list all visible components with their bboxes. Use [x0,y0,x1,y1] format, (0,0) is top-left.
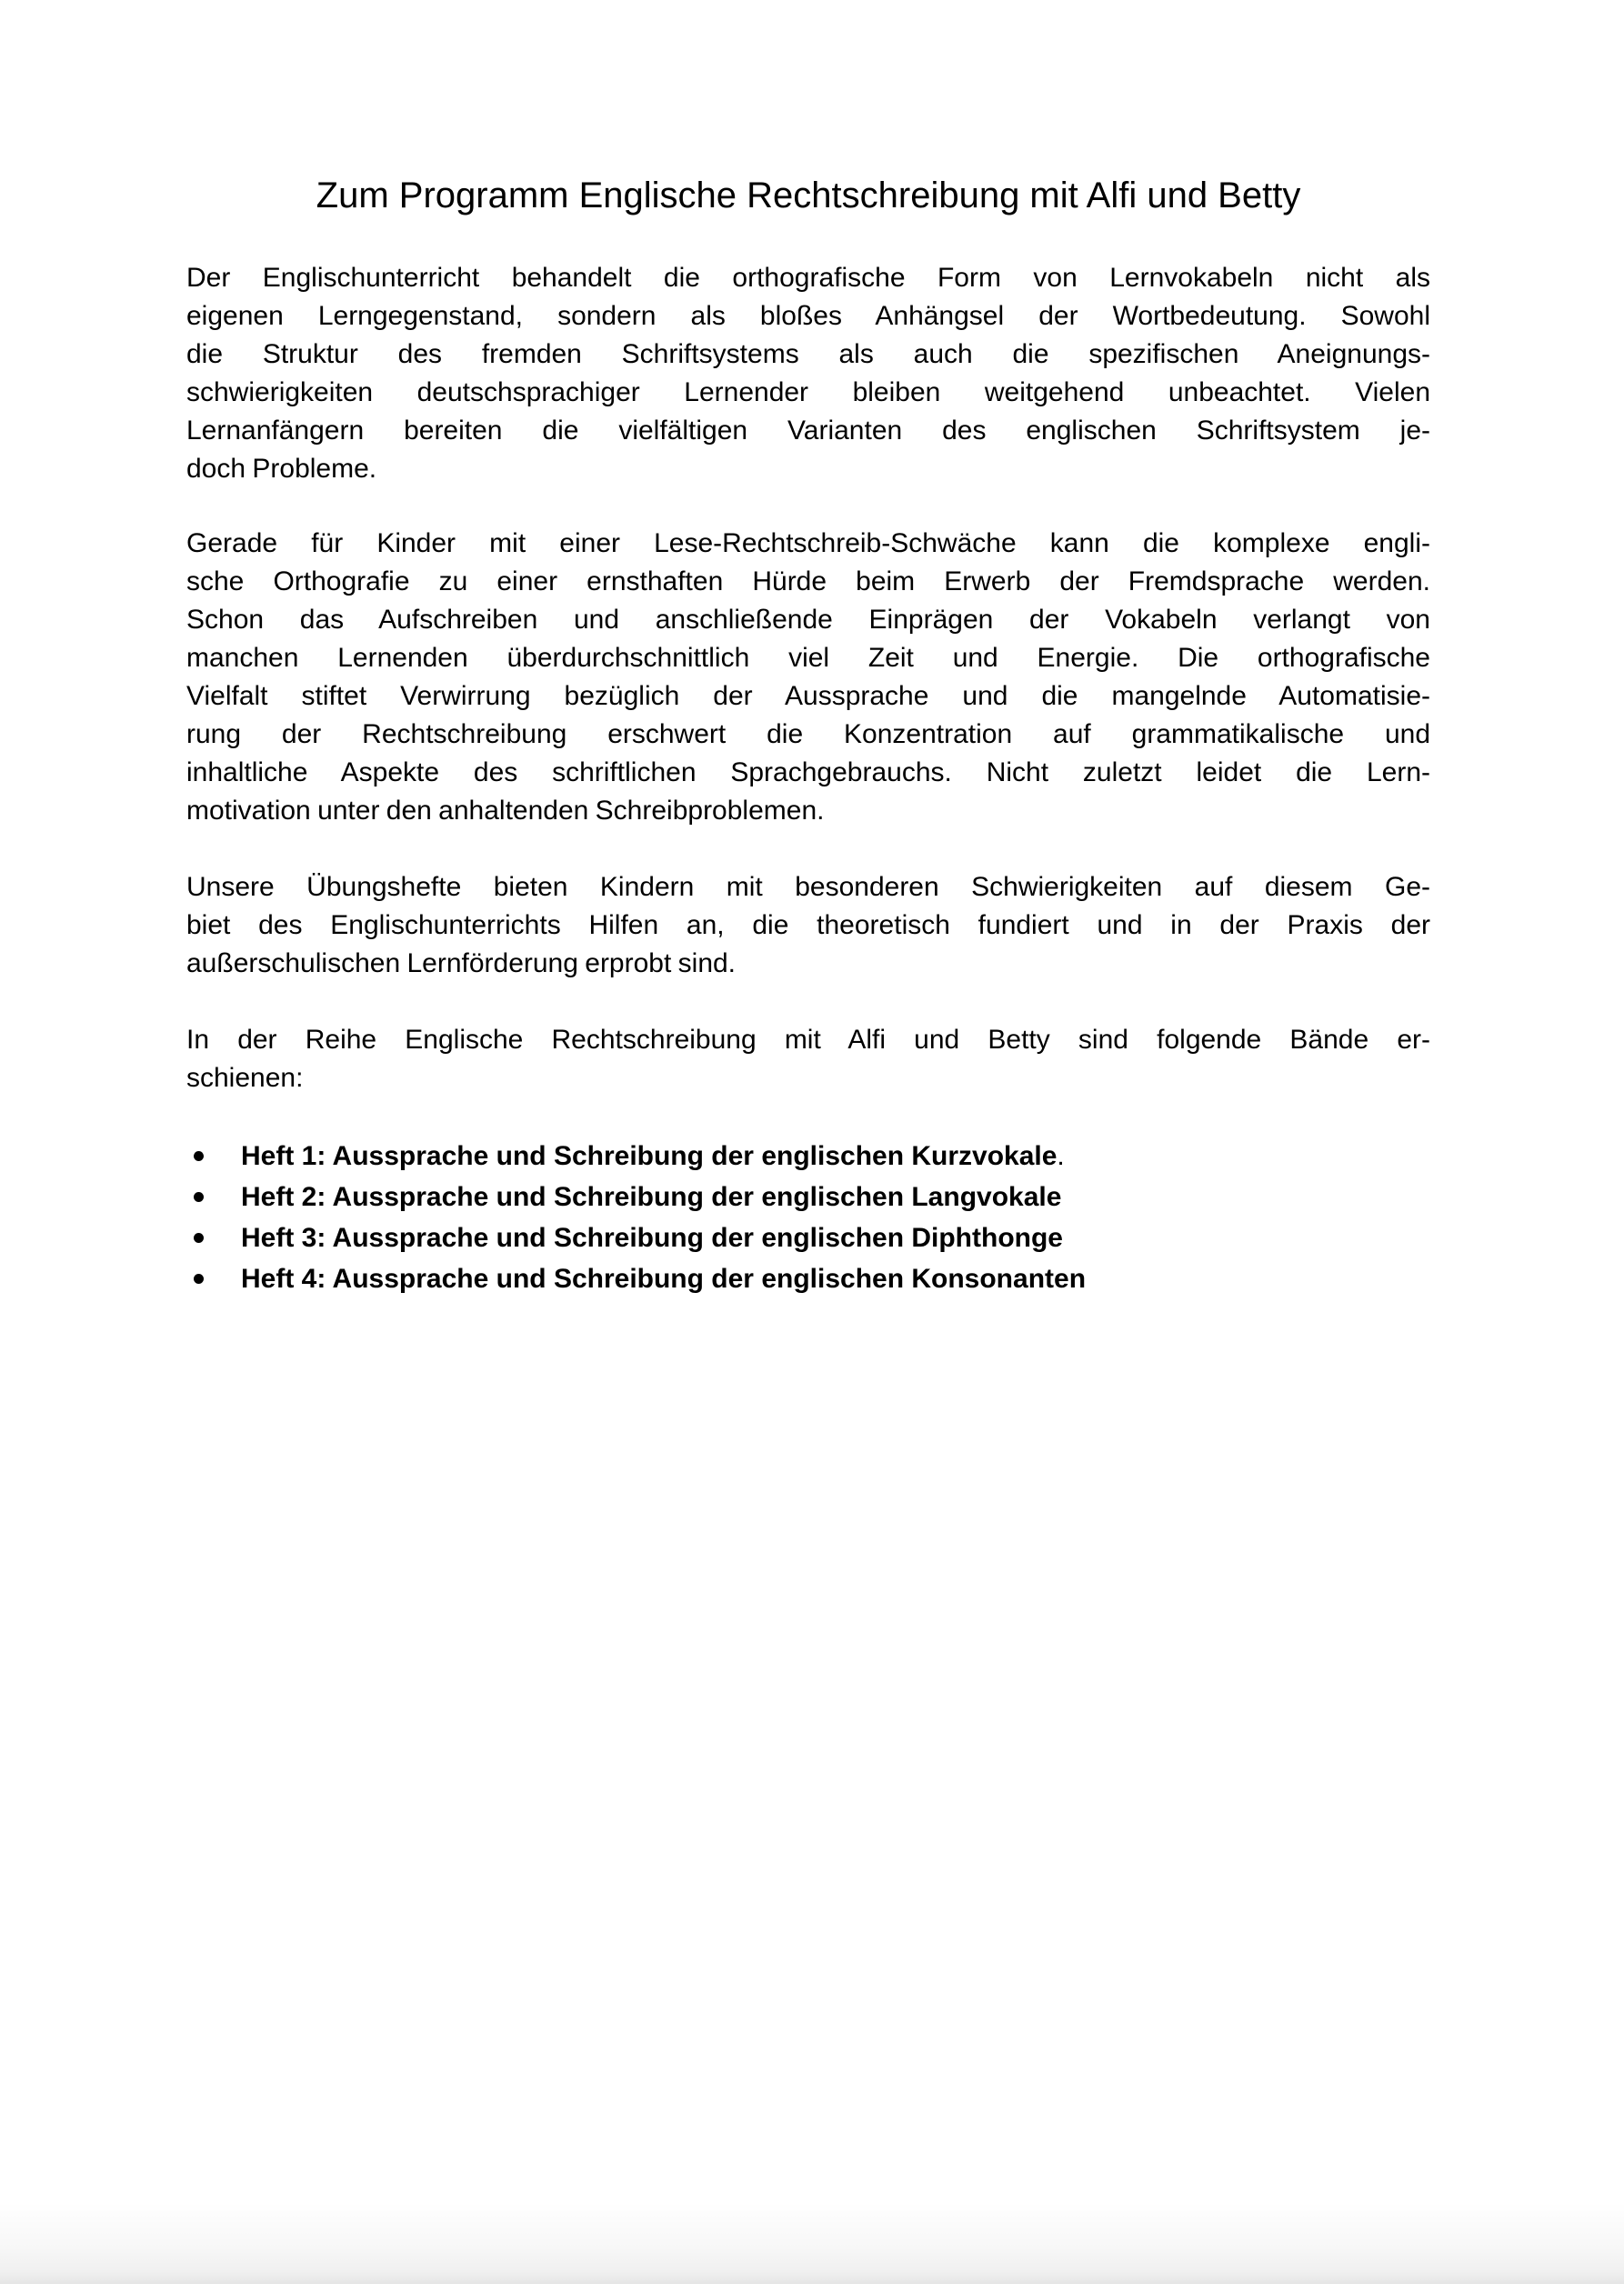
text-line: Lernanfängern bereiten die vielfältigen Varianten des englischen Schriftsystem je- [186,416,1430,446]
text-line: außerschulischen Lernförderung erprobt sind. [186,948,737,978]
list-item-label: Heft 3: Aussprache und Schreibung der englischen Diphthonge [241,1223,1063,1253]
text-line: Der Englischunterricht behandelt die orthografische Form von Lernvokabeln nicht als [186,263,1430,293]
list-item [186,1258,1430,1299]
bullet-icon [194,1274,204,1284]
list-item [186,1217,1430,1258]
text-line: manchen Lernenden überdurchschnittlich viel Zeit und Energie. Die orthografische [186,643,1430,673]
text-line: motivation unter den anhaltenden Schreibproblemen. [186,796,825,826]
text-line: sche Orthografie zu einer ernsthaften Hürde beim Erwerb der Fremdsprache werden. [186,566,1430,596]
paragraph-1 [186,259,1430,488]
text-line: inhaltliche Aspekte des schriftlichen Sprachgebrauchs. Nicht zuletzt leidet die Lern- [186,757,1430,787]
list-item-label: Heft 4: Aussprache und Schreibung der englischen Konsonanten [241,1264,1087,1294]
text-line: biet des Englischunterrichts Hilfen an, die theoretisch fundiert und in der Praxis der [186,910,1430,940]
text-column [186,0,1430,1299]
list-item-label: Heft 1: Aussprache und Schreibung der englischen Kurzvokale [241,1141,1058,1171]
list-item-suffix: . [1057,1141,1065,1171]
text-line: Schon das Aufschreiben und anschließende Einprägen der Vokabeln verlangt von [186,605,1430,635]
paragraph-2 [186,525,1430,830]
list-item-label: Heft 2: Aussprache und Schreibung der englischen Langvokale [241,1182,1062,1212]
bullet-icon [194,1192,204,1202]
list-item [186,1136,1430,1177]
text-line: schienen: [186,1063,304,1093]
text-line: die Struktur des fremden Schriftsystems als auch die spezifischen Aneignungs- [186,339,1430,369]
page-title: Zum Programm Englische Rechtschreibung mit Alfi und Betty [316,175,1301,215]
text-line: In der Reihe Englische Rechtschreibung mit Alfi und Betty sind folgende Bände er- [186,1025,1430,1055]
text-line: eigenen Lerngegenstand, sondern als bloßes Anhängsel der Wortbedeutung. Sowohl [186,301,1430,331]
text-line: Unsere Übungshefte bieten Kindern mit besonderen Schwierigkeiten auf diesem Ge- [186,872,1430,902]
text-line: Gerade für Kinder mit einer Lese-Rechtschreib-Schwäche kann die komplexe engli- [186,528,1430,558]
list-item [186,1177,1430,1217]
booklet-list [186,1136,1430,1299]
bullet-icon [194,1233,204,1243]
paragraph-4 [186,1021,1430,1097]
text-line: schwierigkeiten deutschsprachiger Lernender bleiben weitgehend unbeachtet. Vielen [186,377,1430,407]
bullet-icon [194,1151,204,1161]
text-line: doch Probleme. [186,454,377,484]
text-line: rung der Rechtschreibung erschwert die Konzentration auf grammatikalische und [186,719,1430,749]
paragraph-3 [186,868,1430,983]
text-line: Vielfalt stiftet Verwirrung bezüglich der Aussprache und die mangelnde Automatisie- [186,681,1430,711]
